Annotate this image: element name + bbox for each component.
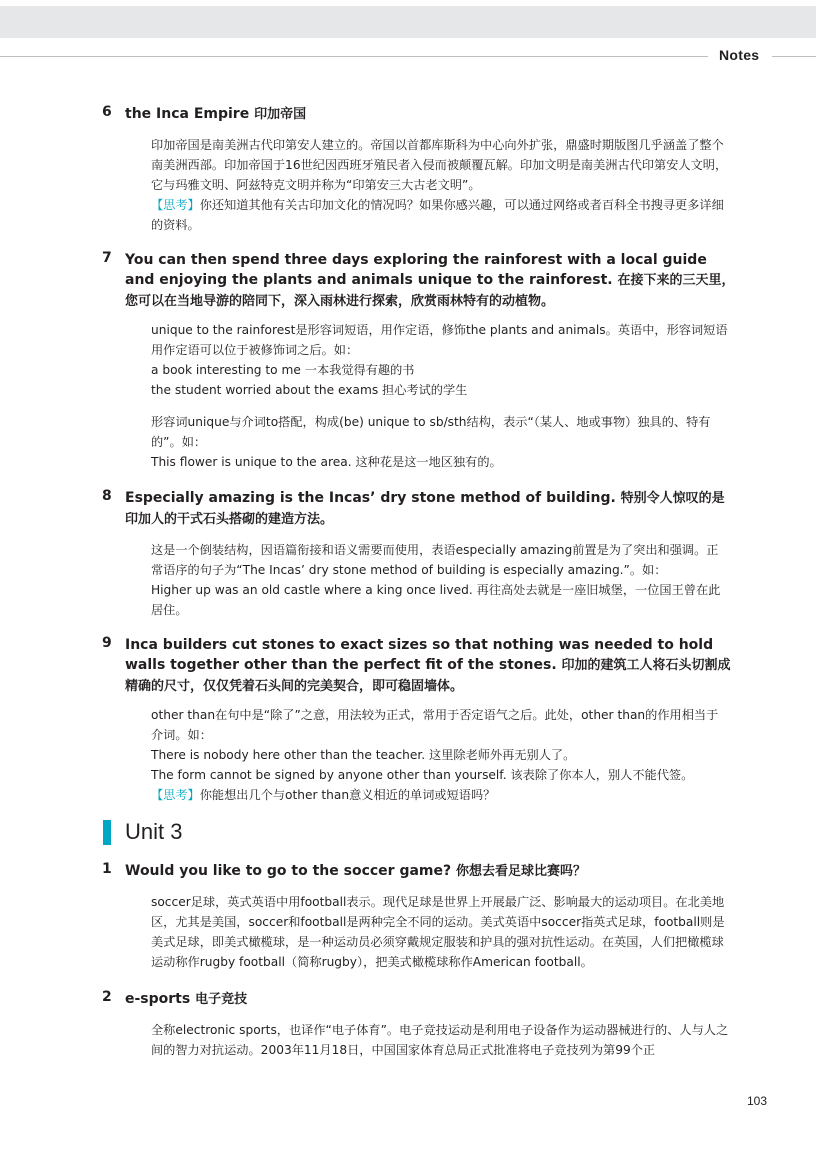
paragraph: soccer足球，英式英语中用football表示。现代足球是世界上开展最广泛、影响最大的运动项目。在北美地区，尤其是美国，soccer和football是两种完全不同的运动。美式英语中soccer指英式足球，football则是美式足球，即美式橄榄球，是一种运动员必须穿戴规定服装和护具的强对抗性运动。在英国，人们把橄榄球运动称作rugby football（简称rugby），把美式橄榄球称作American football。 (151, 895, 725, 969)
item-body-8 (125, 540, 730, 620)
think-label: 【思考】 (151, 788, 200, 802)
unit-accent-bar (103, 820, 111, 845)
header-rule-right (772, 56, 816, 57)
item-title-cn-9: 印加的建筑工人将石头切割成精确的尺寸，仅仅凭着石头间的完美契合，即可稳固墙体。 (125, 658, 731, 694)
think-paragraph (125, 195, 730, 235)
example: There is nobody here other than the teacher. 这里除老师外再无别人了。 (151, 748, 576, 762)
item-number-6: 6 (102, 104, 112, 120)
paragraph: 全称electronic sports，也译作“电子体育”。电子竞技运动是利用电子设备作为运动器械进行的、人与人之间的智力对抗运动。2003年11月18日，中国国家体育总局正式批准将电子竞技列为第99个正 (151, 1023, 729, 1057)
unit-title: Unit 3 (125, 819, 183, 844)
example: This flower is unique to the area. 这种花是这一地区独有的。 (151, 455, 502, 469)
paragraph: unique to the rainforest是形容词短语，用作定语，修饰the plants and animals。英语中，形容词短语用作定语可以位于被修饰词之后。如： (151, 323, 728, 357)
unit-item-title-1: Would you like to go to the soccer game? (125, 863, 456, 879)
unit-heading (103, 819, 182, 845)
example: Higher up was an old castle where a king once lived. 再往高处去就是一座旧城堡，一位国王曾在此居住。 (151, 583, 721, 617)
unit-item-heading-2 (125, 989, 735, 1010)
item-title-9: Inca builders cut stones to exact sizes so that nothing was needed to hold walls together other than the perfect fit of the stones. (125, 637, 714, 673)
example: a book interesting to me 一本我觉得有趣的书 (151, 363, 415, 377)
think-text: 你还知道其他有关古印加文化的情况吗？如果你感兴趣，可以通过网络或者百科全书搜寻更多详细的资料。 (151, 198, 724, 232)
think-paragraph (125, 785, 730, 805)
paragraph: 形容词unique与介词to搭配，构成(be) unique to sb/sth结构，表示“（某人、地或事物）独具的、特有的”。如： (151, 415, 711, 449)
unit-item-body-2 (125, 1020, 730, 1060)
unit-item-title-cn-1: 你想去看足球比赛吗？ (456, 864, 587, 879)
item-body-9 (125, 705, 730, 805)
item-heading-9 (125, 635, 735, 697)
item-title-6: the Inca Empire (125, 106, 255, 122)
example: The form cannot be signed by anyone other than yourself. 该表除了你本人，别人不能代签。 (151, 768, 694, 782)
item-number-9: 9 (102, 635, 112, 651)
unit-item-body-1 (125, 892, 730, 972)
notes-label: Notes (719, 47, 760, 63)
item-heading-7 (125, 250, 735, 312)
paragraph: 印加帝国是南美洲古代印第安人建立的。帝国以首都库斯科为中心向外扩张，鼎盛时期版图几乎涵盖了整个南美洲西部。印加帝国于16世纪因西班牙殖民者入侵而被颠覆瓦解。印加文明是南美洲古代印第安人文明，它与玛雅文明、阿兹特克文明并称为“印第安三大古老文明”。 (151, 138, 728, 192)
item-number-7: 7 (102, 250, 112, 266)
item-body-7 (125, 320, 730, 400)
unit-item-title-2: e-sports (125, 991, 196, 1007)
unit-item-number-1: 1 (102, 861, 112, 877)
item-body-7b (125, 412, 730, 472)
item-title-cn-6: 印加帝国 (254, 107, 307, 122)
top-header-bar (0, 6, 816, 38)
item-title-8: Especially amazing is the Incas’ dry stone method of building. (125, 490, 621, 506)
item-heading-6 (125, 104, 735, 125)
unit-item-title-cn-2: 电子竞技 (195, 992, 248, 1007)
think-text: 你能想出几个与other than意义相近的单词或短语吗？ (199, 788, 496, 802)
think-label: 【思考】 (151, 198, 200, 212)
item-number-8: 8 (102, 488, 112, 504)
paragraph: other than在句中是“除了”之意，用法较为正式，常用于否定语气之后。此处，other than的作用相当于介词。如： (151, 708, 719, 742)
item-title-7: You can then spend three days exploring the rainforest with a local guide and enjoying the plants and animals unique to the rainforest. (125, 252, 707, 288)
header-rule-left (0, 56, 708, 57)
item-body-6 (125, 135, 730, 235)
unit-item-heading-1 (125, 861, 735, 882)
paragraph: 这是一个倒装结构，因语篇衔接和语义需要而使用，表语especially amazing前置是为了突出和强调。正常语序的句子为“The Incas’ dry stone method of building is especially amazing.”。如： (151, 543, 719, 577)
page-number: 103 (747, 1094, 768, 1108)
item-heading-8 (125, 488, 735, 530)
unit-item-number-2: 2 (102, 989, 112, 1005)
item-title-cn-7: 在接下来的三天里，您可以在当地导游的陪同下，深入雨林进行探索，欣赏雨林特有的动植物。 (125, 273, 735, 309)
example: the student worried about the exams 担心考试的学生 (151, 383, 468, 397)
item-title-cn-8: 特别令人惊叹的是印加人的干式石头搭砌的建造方法。 (125, 491, 725, 527)
